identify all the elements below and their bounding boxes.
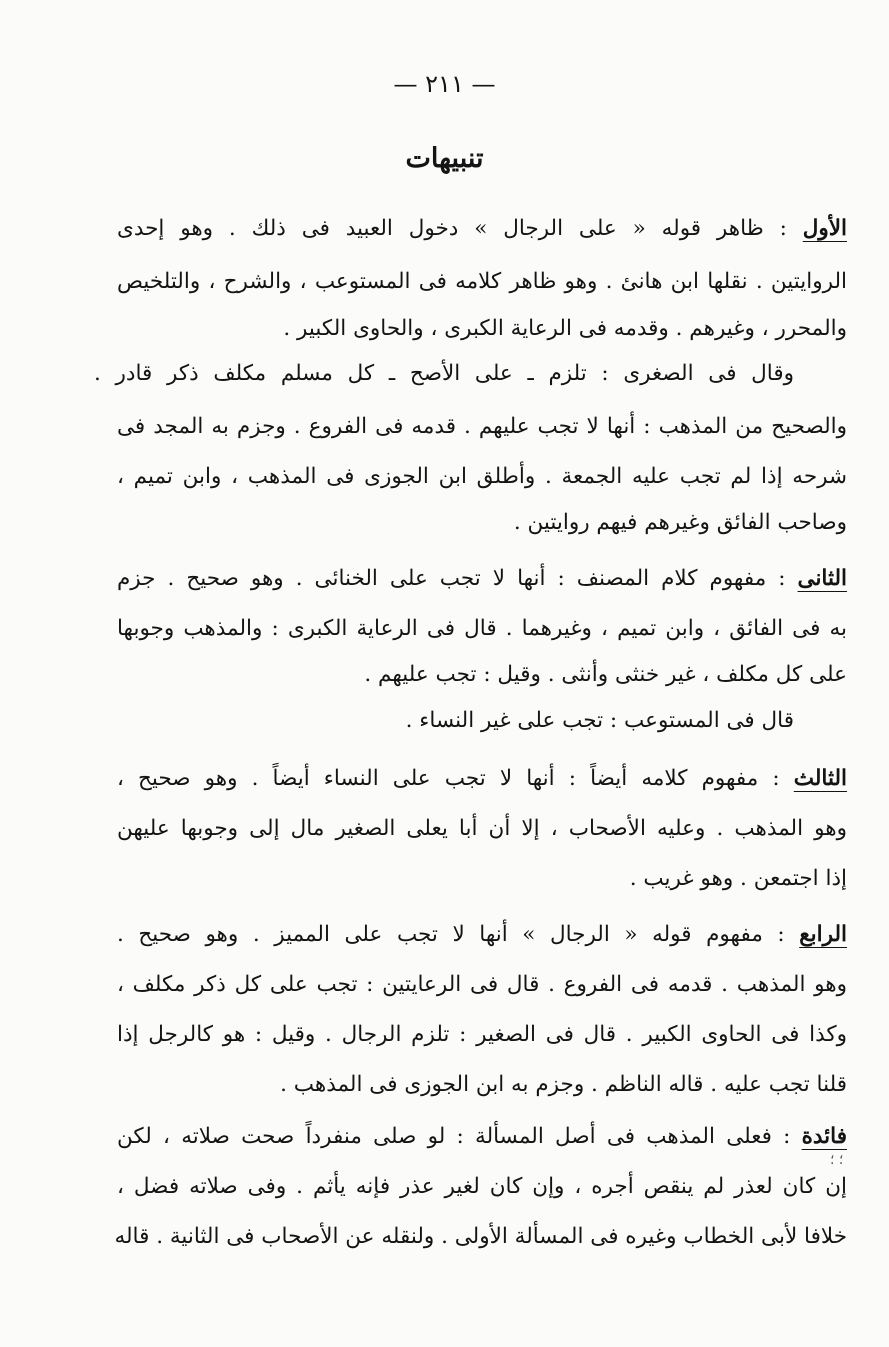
lead-word: الرابع bbox=[799, 922, 847, 947]
line-text: إذا اجتمعن . وهو غريب . bbox=[629, 866, 847, 891]
text-line bbox=[117, 265, 847, 299]
text-line bbox=[117, 762, 847, 796]
section-heading: تنبيهات bbox=[405, 143, 484, 174]
text-line bbox=[117, 1018, 847, 1052]
lead-word: الثالث bbox=[793, 766, 847, 791]
line-text: شرحه إذا لم تجب عليه الجمعة . وأطلق ابن الجوزى فى المذهب ، وابن تميم ، bbox=[117, 464, 847, 489]
line-text: : مفهوم كلامه أيضاً : أنها لا تجب على النساء أيضاً . وهو صحيح ، bbox=[117, 766, 794, 791]
text-line bbox=[117, 1170, 847, 1204]
text-line bbox=[94, 704, 794, 738]
text-line bbox=[117, 212, 847, 246]
line-text: والصحيح من المذهب : أنها لا تجب عليهم . قدمه فى الفروع . وجزم به المجد فى bbox=[117, 414, 847, 439]
margin-mark: ؛ ؛ bbox=[830, 1152, 844, 1168]
line-text: على كل مكلف ، غير خنثى وأنثى . وقيل : تجب عليهم . bbox=[364, 662, 847, 687]
text-line bbox=[117, 506, 847, 540]
line-text: قال فى المستوعب : تجب على غير النساء . bbox=[405, 708, 794, 733]
text-line bbox=[117, 1068, 847, 1102]
text-line bbox=[117, 410, 847, 444]
line-text: وقال فى الصغرى : تلزم ـ على الأصح ـ كل مسلم مكلف ذكر قادر . bbox=[94, 361, 794, 386]
text-line bbox=[117, 812, 847, 846]
line-text: به فى الفائق ، وابن تميم ، وغيرهما . قال فى الرعاية الكبرى : والمذهب وجوبها bbox=[117, 616, 847, 641]
text-line bbox=[114, 1220, 847, 1254]
line-text: وصاحب الفائق وغيرهم فيهم روايتين . bbox=[513, 510, 847, 535]
line-text: خلافا لأبى الخطاب وغيره فى المسألة الأولى . ولنقله عن الأصحاب فى الثانية . قاله bbox=[114, 1224, 847, 1249]
line-text: : مفهوم كلام المصنف : أنها لا تجب على الخنائى . وهو صحيح . جزم bbox=[117, 566, 798, 591]
text-line bbox=[117, 968, 847, 1002]
text-line bbox=[117, 918, 847, 952]
page-number: — ٢١١ — bbox=[393, 70, 496, 98]
line-text: : فعلى المذهب فى أصل المسألة : لو صلى منفرداً صحت صلاته ، لكن bbox=[117, 1124, 802, 1149]
text-line bbox=[117, 658, 847, 692]
text-line bbox=[117, 612, 847, 646]
text-line bbox=[117, 862, 847, 896]
lead-word: الثانى bbox=[797, 566, 847, 591]
text-line bbox=[117, 1120, 847, 1154]
line-text: قلنا تجب عليه . قاله الناظم . وجزم به ابن الجوزى فى المذهب . bbox=[280, 1072, 847, 1097]
lead-word: فائدة bbox=[801, 1124, 847, 1149]
text-line bbox=[117, 562, 847, 596]
line-text: إن كان لعذر لم ينقص أجره ، وإن كان لغير عذر فإنه يأثم . وفى صلاته فضل ، bbox=[117, 1174, 847, 1199]
line-text: : مفهوم قوله « الرجال » أنها لا تجب على المميز . وهو صحيح . bbox=[117, 922, 800, 947]
lead-word: الأول bbox=[802, 216, 847, 241]
line-text: وهو المذهب . وعليه الأصحاب ، إلا أن أبا يعلى الصغير مال إلى وجوبها عليهن bbox=[117, 816, 847, 841]
line-text: الروايتين . نقلها ابن هانئ . وهو ظاهر كلامه فى المستوعب ، والشرح ، والتلخيص bbox=[117, 269, 847, 294]
line-text: وهو المذهب . قدمه فى الفروع . قال فى الرعايتين : تجب على كل ذكر مكلف ، bbox=[117, 972, 847, 997]
text-line bbox=[117, 312, 847, 346]
line-text: : ظاهر قوله « على الرجال » دخول العبيد فى ذلك . وهو إحدى bbox=[117, 216, 803, 241]
text-line bbox=[117, 460, 847, 494]
line-text: والمحرر ، وغيرهم . وقدمه فى الرعاية الكبرى ، والحاوى الكبير . bbox=[283, 316, 847, 341]
line-text: وكذا فى الحاوى الكبير . قال فى الصغير : تلزم الرجال . وقيل : هو كالرجل إذا bbox=[117, 1022, 847, 1047]
text-line bbox=[94, 357, 794, 391]
